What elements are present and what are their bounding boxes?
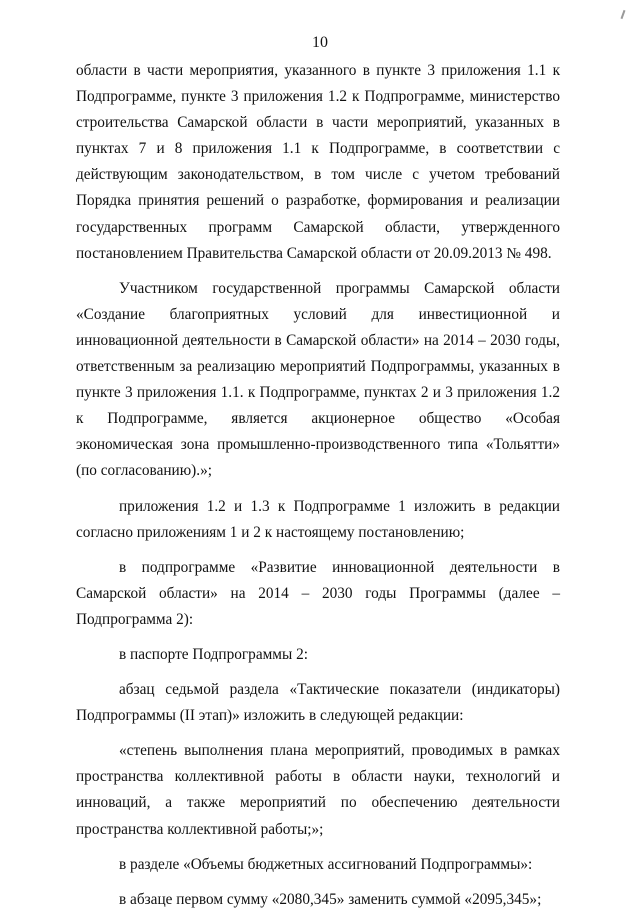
paragraph-passport: в паспорте Подпрограммы 2: [119,645,308,663]
paragraph-continuation: области в части мероприятия, указанного в пункте 3 приложения 1.1 к Подпрограмме, пункте 3 приложения 1.2 к Подпрограмме, министерство строительства Самарской области в части мероприятий, указанных в пунктах 7 и 8 приложения 1.1 к Подпрограмме, в соответствии с действующим законодательством, в том числе с учетом требований Порядка принятия решений о разработке, формирования и реализации государственных программ Самарской области, утвержденного постановлением Правительства Самарской области от 20.09.2013 № 498. [76,62,560,262]
paragraph-budget-section: в разделе «Объемы бюджетных ассигнований Подпрограммы»: [119,855,533,873]
paragraph-participant: Участником государственной программы Самарской области «Создание благоприятных условий для инвестиционной и инновационной деятельности в Самарской области» на 2014 – 2030 годы, ответственным за реализацию мероприятий Подпрограммы, указанных в пункте 3 приложения 1.1. к Подпрограмме, пунктах 2 и 3 приложения 1.2 к Подпрограмме, является акционерное общество «Особая экономическая зона промышленно-производственного типа «Тольятти» (по согласованию).»; [76,279,560,480]
page-number: 10 [312,34,328,51]
paragraph-subprogram-2: в подпрограмме «Развитие инновационной деятельности в Самарской области» на 2014 – 2030 годы Программы (далее – Подпрограмма 2): [76,558,560,628]
document-body [76,58,560,913]
paragraph-appendices: приложения 1.2 и 1.3 к Подпрограмме 1 изложить в редакции согласно приложениям 1 и 2 к настоящему постановлению; [76,497,560,541]
paragraph-sum-replace: в абзаце первом сумму «2080,345» заменить суммой «2095,345»; [119,890,542,908]
paragraph-seventh-abzac: абзац седьмой раздела «Тактические показатели (индикаторы) Подпрограммы (II этап)» изложить в следующей редакции: [76,681,560,725]
paragraph-quote: «степень выполнения плана мероприятий, проводимых в рамках пространства коллективной работы в области науки, технологий и инноваций, а также мероприятий по обеспечению деятельности пространства коллективной работы;»; [76,742,560,838]
scan-edge-mark [621,10,626,19]
